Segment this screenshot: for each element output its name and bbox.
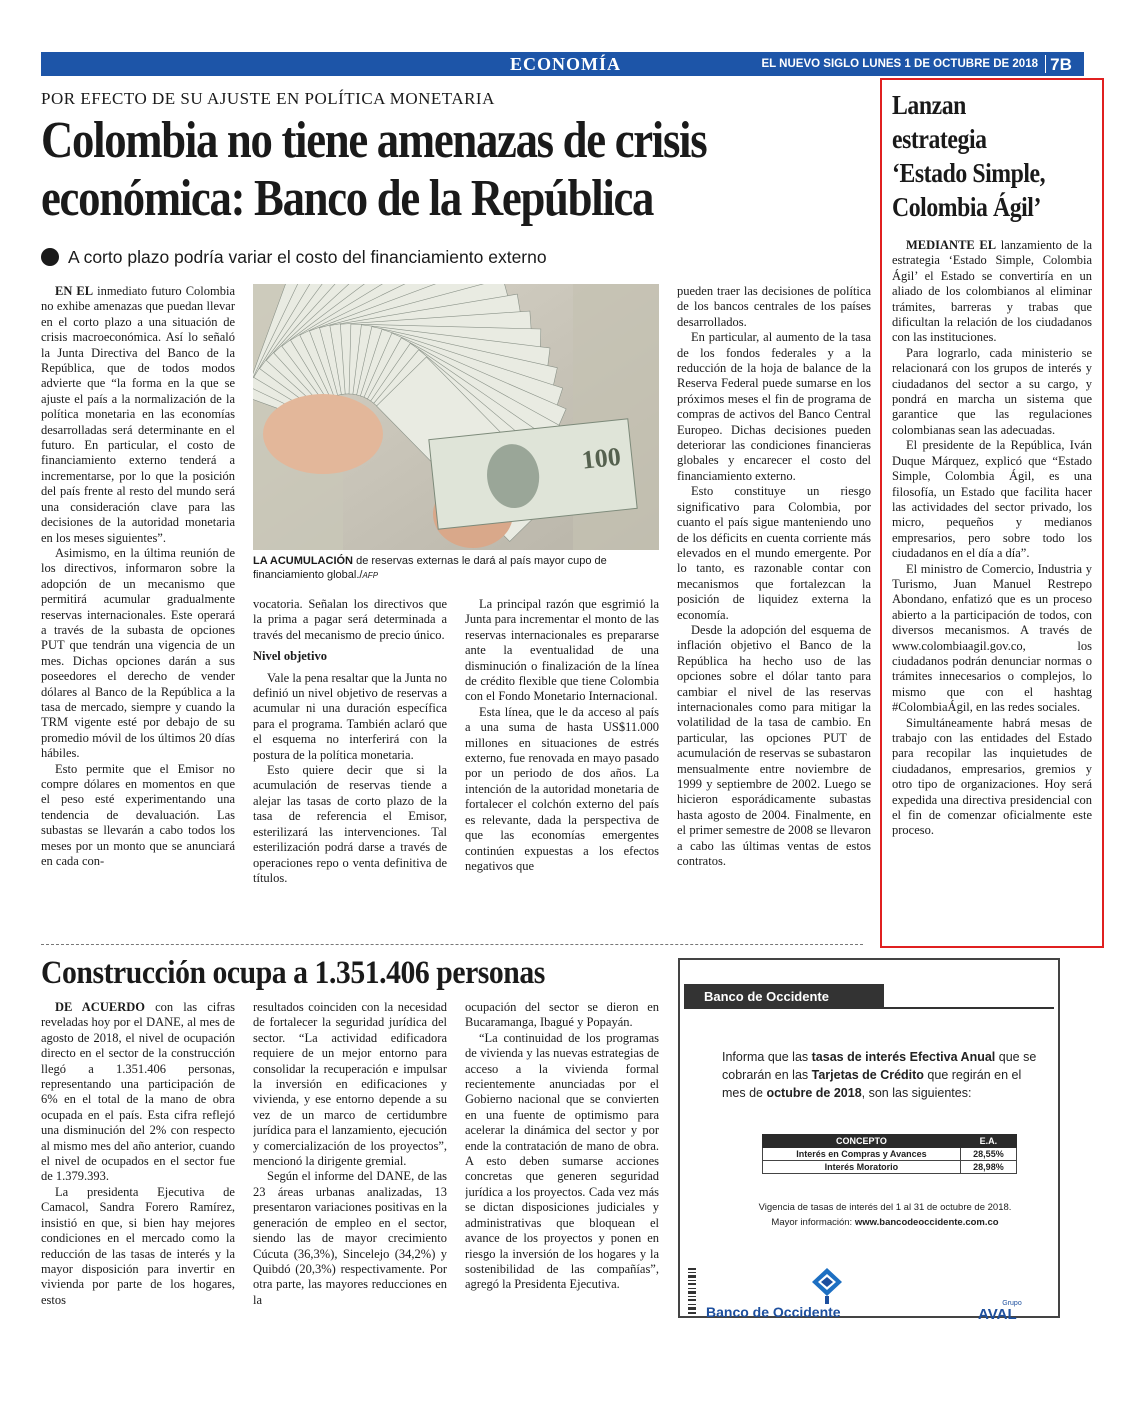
paragraph <box>677 484 871 623</box>
ad-validity-note: Vigencia de tasas de interés del 1 al 31 de octubre de 2018. <box>758 1202 1012 1213</box>
second-article-column-2 <box>253 1000 447 1360</box>
article-headline <box>41 112 763 228</box>
caption-lead: LA ACUMULACIÓN <box>253 555 354 567</box>
article-kicker: POR EFECTO DE SU AJUSTE EN POLÍTICA MONETARIA <box>41 89 495 108</box>
paragraph <box>892 562 1092 716</box>
second-article-column-3 <box>465 1000 659 1360</box>
ad-footer <box>720 1200 1050 1230</box>
paragraph-text: Para lograrlo, cada ministerio se relacionará con los grupos de interés y ciudadanos del sector a su cargo, y pondrá en marcha un sistema que garantice que las regulaciones colombianas sean las adecuadas. <box>892 345 1092 437</box>
ad-code-strip <box>688 1268 696 1314</box>
photo-credit: AFP <box>362 571 379 580</box>
section-divider <box>41 944 863 945</box>
paragraph-text: vocatoria. Señalan los directivos que la prima a pagar será determinada a través del mecanismo de precio único. <box>253 597 447 642</box>
money-photo <box>253 284 659 550</box>
paragraph-text: La principal razón que esgrimió la Junta para incrementar el monto de las reservas internacionales es prepararse ante la eventualidad de una disminución o finalización de la línea de crédito flexible que tiene Colombia con el Fondo Monetario Internacional. <box>465 597 659 704</box>
bank-website: www.bancodeoccidente.com.co <box>854 1217 999 1228</box>
paragraph-text: pueden traer las decisiones de política de los bancos centrales de los países desarrollados. <box>677 284 871 329</box>
table-row <box>763 1148 1017 1161</box>
paragraph <box>892 716 1092 839</box>
rate-cell: 28,55% <box>960 1148 1016 1161</box>
paragraph-text: En particular, al aumento de la tasa de los fondos federales y a la reducción de la hoja de balance de la Reserva Federal puede sumarse en los próximos meses el fin de programa de compras de activos del Banco Central Europeo. Dichas decisiones pueden deteriorar las condiciones financieras globales y encarecer el costo del financiamiento externo. <box>677 330 871 483</box>
table-row <box>763 1161 1017 1174</box>
paragraph <box>677 623 871 870</box>
concept-cell: Interés en Compras y Avances <box>763 1148 961 1161</box>
paragraph <box>253 597 447 643</box>
paragraph-text: Vale la pena resaltar que la Junta no definió un nivel objetivo de reservas a acumular ni una duración específica para el programa. También aclaró que el esquema no interferirá con la postura de la política monetaria. <box>253 670 447 762</box>
paragraph-text: La presidenta Ejecutiva de Camacol, Sandra Forero Ramírez, insistió en que, si bien hay mejores condiciones en el mercado como la reducción de las tasas de interés y la mayor disposición para invertir en vivienda por parte de los hogares, estos <box>41 1184 235 1307</box>
paragraph-text: lanzamiento de la estrategia ‘Estado Simple, Colombia Ágil’ el Estado se convertiría en un aliado de los colombianos al eliminar trámites, barreras y trabas que dificultan la relación de los ciudadanos con las instituciones. <box>892 238 1092 345</box>
caption-text: de reservas externas le dará al país mayor cupo de financiamiento global./ <box>253 555 607 581</box>
ad-header-rule <box>684 1007 1054 1009</box>
paragraph <box>41 762 235 870</box>
concept-cell: Interés Moratorio <box>763 1161 961 1174</box>
paragraph <box>892 238 1092 346</box>
paragraph <box>41 1185 235 1308</box>
column-header-concepto: CONCEPTO <box>763 1135 961 1148</box>
second-article-column-1 <box>41 1000 235 1360</box>
sidebar-headline-line: Colombia Ágil’ <box>892 192 1041 222</box>
paragraph <box>892 346 1092 438</box>
paragraph <box>677 284 871 330</box>
paragraph-text: Esto constituye un riesgo significativo para Colombia, por cuanto el país sigue manteniendo uno de los déficits en cuenta corriente más elevados en el mundo emergente. Por lo tanto, es razonable contar con mecanismos que fortalezcan la posición de liquidez externa la economía. <box>677 484 871 622</box>
paragraph-text: Asimismo, en la última reunión de los directivos, informaron sobre la adopción de un mecanismo que permitirá acumular gradualmente reservas internacionales. Este operará a través de la subasta de opciones PUT que tendrán una vigencia de un mes. Dichas opciones darán a sus poseedores el derecho de vender dólares al Banco de la República a la tasa de mercado, siempre y cuando la TRM vigente esté por debajo de su promedio móvil de los últimos 20 días hábiles. <box>41 545 235 761</box>
paragraph <box>892 438 1092 561</box>
paragraph-text: ocupación del sector se dieron en Bucaramanga, Ibagué y Popayán. <box>465 1000 659 1030</box>
lead-in: DE ACUERDO <box>55 1000 145 1014</box>
paragraph-text: con las cifras reveladas hoy por el DANE, al mes de agosto de 2018, el nivel de ocupación directo en el sector de la construcción llegó a 1.351.406 personas, representando una participación de 6% en el total de la mano de obra ocupada en el país. Esta cifra reflejó una disminución del 2% con respecto al mismo mes del año anterior, cuando el nivel de ocupados en el sector fue de 1.379.393. <box>41 1000 235 1184</box>
more-info-label: Mayor información: <box>771 1217 855 1228</box>
column-header-ea: E.A. <box>960 1135 1016 1148</box>
paragraph-text: Esto permite que el Emisor no compre dólares en momentos en que el peso esté experimentando una tendencia de devaluación. Las subastas se llevarán a cabo todos los meses por un monto que se anunciará en cada con- <box>41 761 235 869</box>
bank-logo-icon <box>812 1268 842 1304</box>
paragraph-text: Desde la adopción del esquema de inflación objetivo el Banco de la República ha hecho uso de las opciones sobre el dólar tanto para cambiar el nivel de las reservas internacionales como para mitigar la volatilidad de la tasa de cambio. En particular, las opciones PUT de acumulación de reservas se subastaron mensualmente entre noviembre de 1999 y septiembre de 2002. Luego se hicieron esporádicamente subastas hasta agosto de 2004. Finalmente, en el primer semestre de 2008 se llevaron a cabo las últimas ventas de estos contratos. <box>677 622 871 869</box>
paper-date-line: EL NUEVO SIGLO LUNES 1 DE OCTUBRE DE 2018 <box>761 58 1038 70</box>
paragraph-text: inmediato futuro Colombia no exhibe amenazas que puedan llevar en el corto plazo a una situación de crisis macroeconómica. Así lo señaló la Junta Directiva del Banco de la República, que de todos modos advierte que “la forma en la que se ajuste el país a la normalización de la política monetaria en las economías desarrolladas será determinante en el futuro. En particular, el costo de financiamiento externo tenderá a incrementarse, por lo que la posición del país frente al resto del mundo será una consideración clave para las decisiones de la autoridad monetaria en los meses siguientes”. <box>41 284 235 545</box>
ad-text-emphasis: Tarjetas de Crédito <box>811 1068 924 1082</box>
ad-text-segment: , son las siguientes: <box>861 1086 972 1100</box>
paragraph <box>465 705 659 874</box>
sidebar-headline-line: estrategia <box>892 124 987 154</box>
interest-rate-table <box>762 1134 1017 1174</box>
sidebar-body <box>892 238 1092 940</box>
subheading: Nivel objetivo <box>253 649 327 664</box>
paragraph <box>465 1000 659 1031</box>
paragraph <box>465 597 659 705</box>
ad-body-text <box>722 1048 1042 1102</box>
headline-line-2: económica: Banco de la República <box>41 170 654 227</box>
paragraph-text: resultados coinciden con la necesidad de fortalecer la seguridad jurídica del sector. “La actividad edificadora requiere de un mejor entorno para consolidar la recuperación e impulsar la inversión en edificaciones y vivienda, y ese entorno depende a su vez de un marco de certidumbre jurídica para el lanzamiento, ejecución y comercialización de los proyectos”, mencionó la dirigente gremial. <box>253 1000 447 1169</box>
aval-logo-text: AVAL <box>978 1306 1017 1321</box>
paragraph-text: Simultáneamente habrá mesas de trabajo con las entidades del Estado para recopilar las inquietudes de ciudadanos, empresarios, gremios y otro tipo de organizaciones. Hoy será expedida una directiva presidencial con el fin de comenzar oficialmente este proceso. <box>892 715 1092 838</box>
second-article-headline: Construcción ocupa a 1.351.406 personas <box>41 955 545 991</box>
ad-more-info <box>720 1215 1050 1230</box>
sidebar-headline-line: ‘Estado Simple, <box>892 158 1046 188</box>
section-name: ECONOMÍA <box>510 54 621 74</box>
paragraph <box>253 1000 447 1169</box>
headline-line-1: Colombia no tiene amenazas de crisis <box>41 112 707 169</box>
table-header-row <box>763 1135 1017 1148</box>
ad-text-segment: Informa que las <box>722 1050 812 1064</box>
paragraph-text: Esta línea, que le da acceso al país a una suma de hasta US$11.000 millones en situaciones de estrés externo, fue renovada en mayo pasado por un periodo de dos años. La intención de la autoridad monetaria de fortalecer el colchón externo del país es relevante, dada la perspectiva de que las economías emergentes continúen expuestas a los efectos negativos que <box>465 704 659 873</box>
bank-name-logotype: Banco de Occidente <box>706 1304 841 1320</box>
svg-text:100: 100 <box>580 441 623 475</box>
sidebar-headline <box>892 88 1072 224</box>
article-column-2 <box>253 597 447 934</box>
paragraph-text: El presidente de la República, Iván Duque Márquez, explicó que “Estado Simple, Colombia Ágil, es una filosofía, un Estado que facilita hacer las actividades del sector privado, los micro, pequeños y medianos empresarios, pero sobre todo los ciudadanos en el día a día”. <box>892 438 1092 561</box>
ad-text-segment: que se cobrarán en las <box>722 1050 1037 1082</box>
ad-text-emphasis: tasas de interés Efectiva Anual <box>811 1050 996 1064</box>
paragraph-text: Esto quiere decir que si la acumulación de reservas tiende a alejar las tasas de corto plazo de la tasa de referencia el Emisor, esterilizará las intervenciones. Tal esterilización podrá darse a través de operaciones repo o venta definitiva de títulos. <box>253 763 447 885</box>
photo-caption <box>253 554 659 583</box>
lead-in: MEDIANTE EL <box>906 238 997 252</box>
aval-logo <box>976 1305 1056 1321</box>
ad-text-segment: que regirán en el mes de <box>722 1068 1022 1100</box>
paragraph-text: El ministro de Comercio, Industria y Turismo, Juan Manuel Restrepo Abondano, enfatizó que es un proceso abierto a la participación de todos, con diversos mecanismos. A través de www.colombiaagil.gov.co, los ciudadanos podrán denunciar normas o trámites innecesarios o complejos, lo mismo que con el hashtag #ColombiaÁgil, en las redes sociales. <box>892 561 1092 715</box>
deck-bullet-icon <box>41 248 59 266</box>
article-column-1 <box>41 284 235 934</box>
paragraph <box>41 546 235 762</box>
lead-in: EN EL <box>55 284 94 298</box>
paragraph <box>253 1169 447 1308</box>
paragraph-text: Según el informe del DANE, de las 23 áreas urbanas analizadas, 13 presentaron variaciones positivas en la generación de empleo en el sector, siendo las de mayor crecimiento Cúcuta (36,3%), Sincelejo (34,2%) y Quibdó (20,3%) respectivamente. Por otra parte, las mayores reducciones en la <box>253 1169 447 1307</box>
page-number: 7B <box>1050 55 1072 74</box>
sidebar-headline-line: Lanzan <box>892 90 966 120</box>
paragraph-text: “La continuidad de los programas de vivienda y las nuevas estrategias de acceso a la vivienda formal recientemente anunciadas por el Gobierno nacional que se convierten en una fuente de optimismo para acelerar la dinámica del sector y por ende la contratación de mano de obra. A esto deben sumarse acciones concretas que generen seguridad jurídica a los proyectos. Cada vez más se dictan disposiciones judiciales y administrativas que bloquean el avance de los proyectos y ponen en riesgo la inversión de los hogares y la sostenibilidad de las compañías”, agregó la Presidenta Ejecutiva. <box>465 1030 659 1292</box>
paragraph <box>465 1031 659 1293</box>
ad-text-emphasis: octubre de 2018 <box>766 1086 862 1100</box>
paragraph <box>253 763 447 886</box>
rate-cell: 28,98% <box>960 1161 1016 1174</box>
article-deck: A corto plazo podría variar el costo del financiamiento externo <box>68 247 547 267</box>
group-label: Grupo <box>1002 1300 1022 1307</box>
paragraph <box>41 1000 235 1185</box>
article-column-3 <box>465 597 659 934</box>
paragraph <box>253 671 447 763</box>
paragraph <box>677 330 871 484</box>
ad-header-label: Banco de Occidente <box>684 984 884 1008</box>
article-column-4 <box>677 284 871 934</box>
paragraph <box>41 284 235 546</box>
